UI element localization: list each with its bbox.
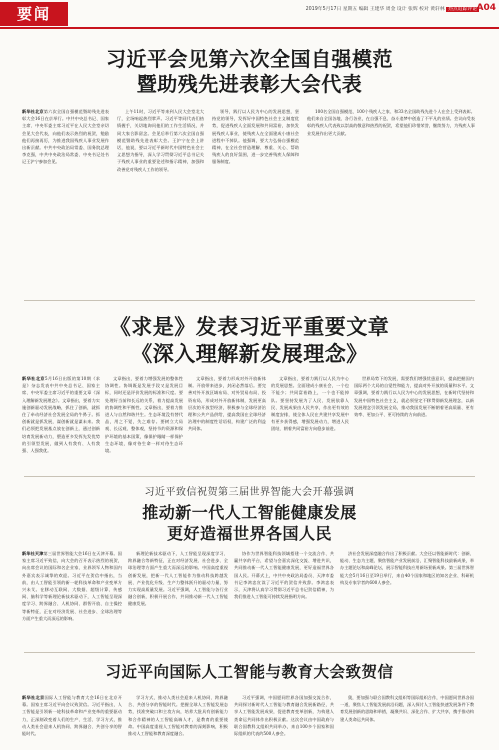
article4-column-4 <box>340 694 474 746</box>
divider-1 <box>24 300 475 301</box>
article1-column-1 <box>22 108 109 294</box>
article1-column-2-text: 上午11时，习近平等来到人民大会堂北大厅，全场响起热烈掌声。习近平等同代表们热情握手，关切地询问他们的工作生活情况，并同大家合影留念。会见后举行第六次全国自强模范暨助残先进表彰大会。王沪宁在会上讲话，他说，要以习近平新时代中国特色社会主义思想为指导，深入学习贯彻习近平总书记关于残疾人事业的重要论述和指示精神，加强和改善党对残疾人工作的领导。 <box>117 109 204 172</box>
article1-column-4-text: 100名全国自强模范、100个残疾人之家、和33名全国助残先进个人在会上受到表彰。他们来自全国各地、各行各业，在自强不息、奋斗追梦中创造了不平凡的业绩。会议向受表彰的残疾人代表致以崇高的敬意和热烈的祝贺，希望他们珍惜荣誉，继续努力，为残疾人事业发展作出更大贡献。 <box>307 109 475 136</box>
article4-dateline: 新华社北京 <box>22 695 45 700</box>
article2-column-2 <box>105 375 183 471</box>
article3-dateline: 新华社天津 <box>22 551 44 556</box>
article3-column-4-text: 济社会发展深度融合作出了积极贡献。大会还以智能新时代：创新、能动、生态为主题，聚焦智能产业发展前沿，汇聚智能科技最新成果，举办主题论坛和高峰论坛，展示智能科技应用新场景新成果。第三届世界智能大会5月16日至19日举行，来自40个国家和地区的知名企业、科研机构及专家学者约600人参会。 <box>340 551 474 585</box>
article4-column-2 <box>128 694 228 746</box>
article2-column-1 <box>22 375 100 471</box>
article4-column-3 <box>234 694 334 746</box>
divider-2 <box>24 476 475 477</box>
article2-column-3 <box>188 375 266 471</box>
article4-column-1 <box>22 694 122 746</box>
article4-column-2-text: 学习方式，推动人类社会迎来人机协同、跨界融合、共创分享的智能时代。把握全球人工智能发展态势，找准突破口和主攻方向，培养大批具有创新能力和合作精神的人工智能高端人才，是教育的重要使命。中国高度重视人工智能对教育的深刻影响，积极推动人工智能和教育深度融合。 <box>128 695 228 737</box>
article2-column-4 <box>271 375 349 471</box>
article3-column-1-text: 第三届世界智能大会16日在天津开幕。国家主席习近平致信，向大会的召开表示热烈的祝贺，向出席会议的国际和名企业家、业界领军人物和国内外嘉宾表示诚挚的欢迎。习近平在贺信中指出，当前，由人工智能引领的新一轮科技革命和产业变革方兴未艾。在移动互联网、大数据、超级计算、传感网、脑科学等新理论新技术驱动下，人工智能呈现深度学习、跨界融合、人机协同、群智开放、自主操控等新特征，正在对经济发展、社会进步、全球治理等方面产生重大而深远的影响。 <box>22 551 122 621</box>
article2-headline <box>20 313 479 367</box>
article2-column-5-text: 世界局势下的发展，需要我们增强忧患意识，提高把握国内国际两个大局的自觉性和能力，提高对外开放的质量和水平。文章强调，要着力践行以人民为中心的发展思想，在新时代坚持和发展中国特色社会主义，就必须坚定不移贯彻新发展理念，以新发展理念引领发展全局，推动我国发展不断朝着更高质量、更有效率、更加公平、更可持续的方向前进。 <box>354 376 474 418</box>
article2-column-4-text: 文章指出，要着力践行以人民为中心的发展思想。全面建成小康社会，一个也不能少；共同富裕路上，一个也不能掉队。要坚持发展为了人民、发展依靠人民、发展成果由人民共享，作出更有效的制度安排，使全体人民在共建共享发展中有更多获得感，增强发展动力，增进人民团结，朝着共同富裕方向稳步前进。 <box>271 376 349 432</box>
article1-column-3-text: 领导，践行以人民为中心的发展思想，坚持党的领导，发挥好中国特色社会主义制度优势，促进残疾人全面发展和共同富裕，加快发展残疾人事业，使残疾人在全面建成小康社会进程中不掉队。他强调，要大力弘扬自强模范精神，在全社会营造理解、尊重、关心、帮助残疾人的良好氛围，进一步完善残疾人保障和服务制度。 <box>212 109 299 165</box>
issue-highlight: 热点追踪评论 <box>448 7 477 12</box>
section-tag: 要闻 <box>0 2 68 26</box>
article4-column-1-text: 国际人工智能与教育大会16日在北京开幕。国家主席习近平向会议致贺信。习近平指出，人工智能是引领新一轮科技革命和产业变革的重要驱动力，正深刻改变着人们的生产、生活、学习方式，推动人类社会迎来人机协同、跨界融合、共创分享的智能时代。 <box>22 695 122 737</box>
article2-headline-line1: 《求是》发表习近平重要文章 <box>109 314 390 339</box>
article3-headline-line1: 推动新一代人工智能健康发展 <box>142 503 357 522</box>
article1-headline <box>20 47 479 97</box>
article1-headline-line2: 暨助残先进表彰大会代表 <box>136 72 363 96</box>
article3-column-4 <box>340 550 474 648</box>
article1-column-2 <box>117 108 204 294</box>
article3-column-3 <box>234 550 334 648</box>
article2-column-1-text: 5月16日出版的第10期《求是》杂志发表中共中央总书记、国家主席、中央军委主席习近平的重要文章《深入理解新发展理念》。文章指出，要着力实施创新驱动发展战略，抓住了创新，就抓住了牵动经济社会发展全局的牛鼻子。抓创新就是抓发展，谋创新就是谋未来。我们必须把发展基点放在创新上，通过创新培育发展新动力，塑造更多发挥先发优势的引领型发展，做到人有我有、人有我强、人强我优。 <box>22 376 100 454</box>
article1-headline-line1: 习近平会见第六次全国自强模范 <box>106 47 393 71</box>
article1-dateline: 新华社北京 <box>22 109 44 114</box>
article3-column-2 <box>128 550 228 648</box>
article1-column-3 <box>212 108 299 294</box>
article3-kicker: 习近平致信祝贺第三届世界智能大会开幕强调 <box>144 487 355 498</box>
masthead-rule <box>0 27 499 29</box>
article2-column-5 <box>354 375 474 471</box>
article3-headline-line2: 更好造福世界各国人民 <box>166 524 332 543</box>
article1-column-4 <box>307 108 475 294</box>
divider-3 <box>24 652 475 653</box>
article1-column-1-text: 第六次全国自强模范暨助残先进表彰大会16日在京举行。中共中央总书记、国家主席、中央军委主席习近平在人民大会堂亲切会见大会代表，向他们表示热烈的祝贺，勉励他们再接再厉，为推进我国残疾人事业发展作出新贡献。中共中央政治局常委、国务院总理李克强，中共中央政治局常委、中央书记处书记王沪宁参加会见。 <box>22 109 109 165</box>
article3-column-3-text: 协作为世界智能科技领域搭建一个交流合作、共赢共享的平台，希望与会嘉宾深化交流、增进共识，共同推动新一代人工智能健康发展，更好造福世界各国人民。开幕式上，中共中央政治局委员、天津市委书记李鸿忠宣读了习近平的贺信并致辞。李鸿忠表示，天津将认真学习贯彻习近平总书记贺信精神，为我们推进人工智能可持续发展指明方向。 <box>234 551 334 600</box>
article4-column-3-text: 习近平强调，中国愿同世界各国加强交流合作，共同探讨新时代人工智能与教育融合发展新路径，共享人工智能发展成果，促进教育变革创新，为构建人类命运共同体作出积极贡献。这次会议由中国政府与联合国教科文组织共同举办，来自100多个国家和国际组织的代表约500人参会。 <box>234 695 334 737</box>
masthead <box>0 0 499 30</box>
article2-column-3-text: 文章指出，要着力形成对外开放新体制。开放带来进步，封闭必然落后。要完善对外开放区域布局、对外贸易布局、投资布局，形成对外开放新体制，发展更高层次的开放型经济，积极参与全球经济治理和公共产品供给，提高我国在全球经济治理中的制度性话语权，构建广泛的利益共同体。 <box>188 376 266 432</box>
issue-line <box>306 5 479 12</box>
article2-dateline: 新华社北京 <box>22 376 45 381</box>
article2-column-2-text: 文章指出，要着力增强发展的整体性协调性。协调既是发展手段又是发展目标，同时还是评价发展的标准和尺度。要处理好当前和长远的关系，着力提高发展的协调性和平衡性。文章指出，要着力推进人与自然和谐共生。生态环境没有替代品，用之不觉，失之难存。要树立大局观、长远观、整体观，坚持节约资源和保护环境的基本国策，像保护眼睛一样保护生态环境，像对待生命一样对待生态环境。 <box>105 376 183 454</box>
article3-headline <box>20 502 479 544</box>
article3-column-1 <box>22 550 122 648</box>
issue-info: 2019年5月17日 星期五 编辑 王建华 周金 设计 张辉 校对 黄轩林 <box>305 7 445 12</box>
article4-headline: 习近平向国际人工智能与教育大会致贺信 <box>105 663 394 681</box>
article2-headline-line2: 《深入理解新发展理念》 <box>131 341 368 366</box>
article4-column-4-text: 奥，要加强与联合国教科文组织等国际组织合作，中国愿同世界各国一道，聚焦人工智能发展前沿问题，深入探讨人工智能快速发展条件下教育发展创新的思路和举措，凝聚共识、深化合作、扩大共享，携手推动构建人类命运共同体。 <box>340 695 474 722</box>
page-number: A04 <box>476 3 496 13</box>
article3-column-2-text: 新理论新技术驱动下，人工智能呈现深度学习、跨界融合等新特征，正在对经济发展、社会进步、全球治理等方面产生重大而深远的影响。中国高度重视创新发展，把新一代人工智能作为推动科技跨越发展、产业优化升级、生产力整体跃升的驱动力量，努力实现高质量发展。习近平强调，人工智能与各行业融合创新，积极开展合作，共同推动新一代人工智能健康发展。 <box>128 551 228 607</box>
